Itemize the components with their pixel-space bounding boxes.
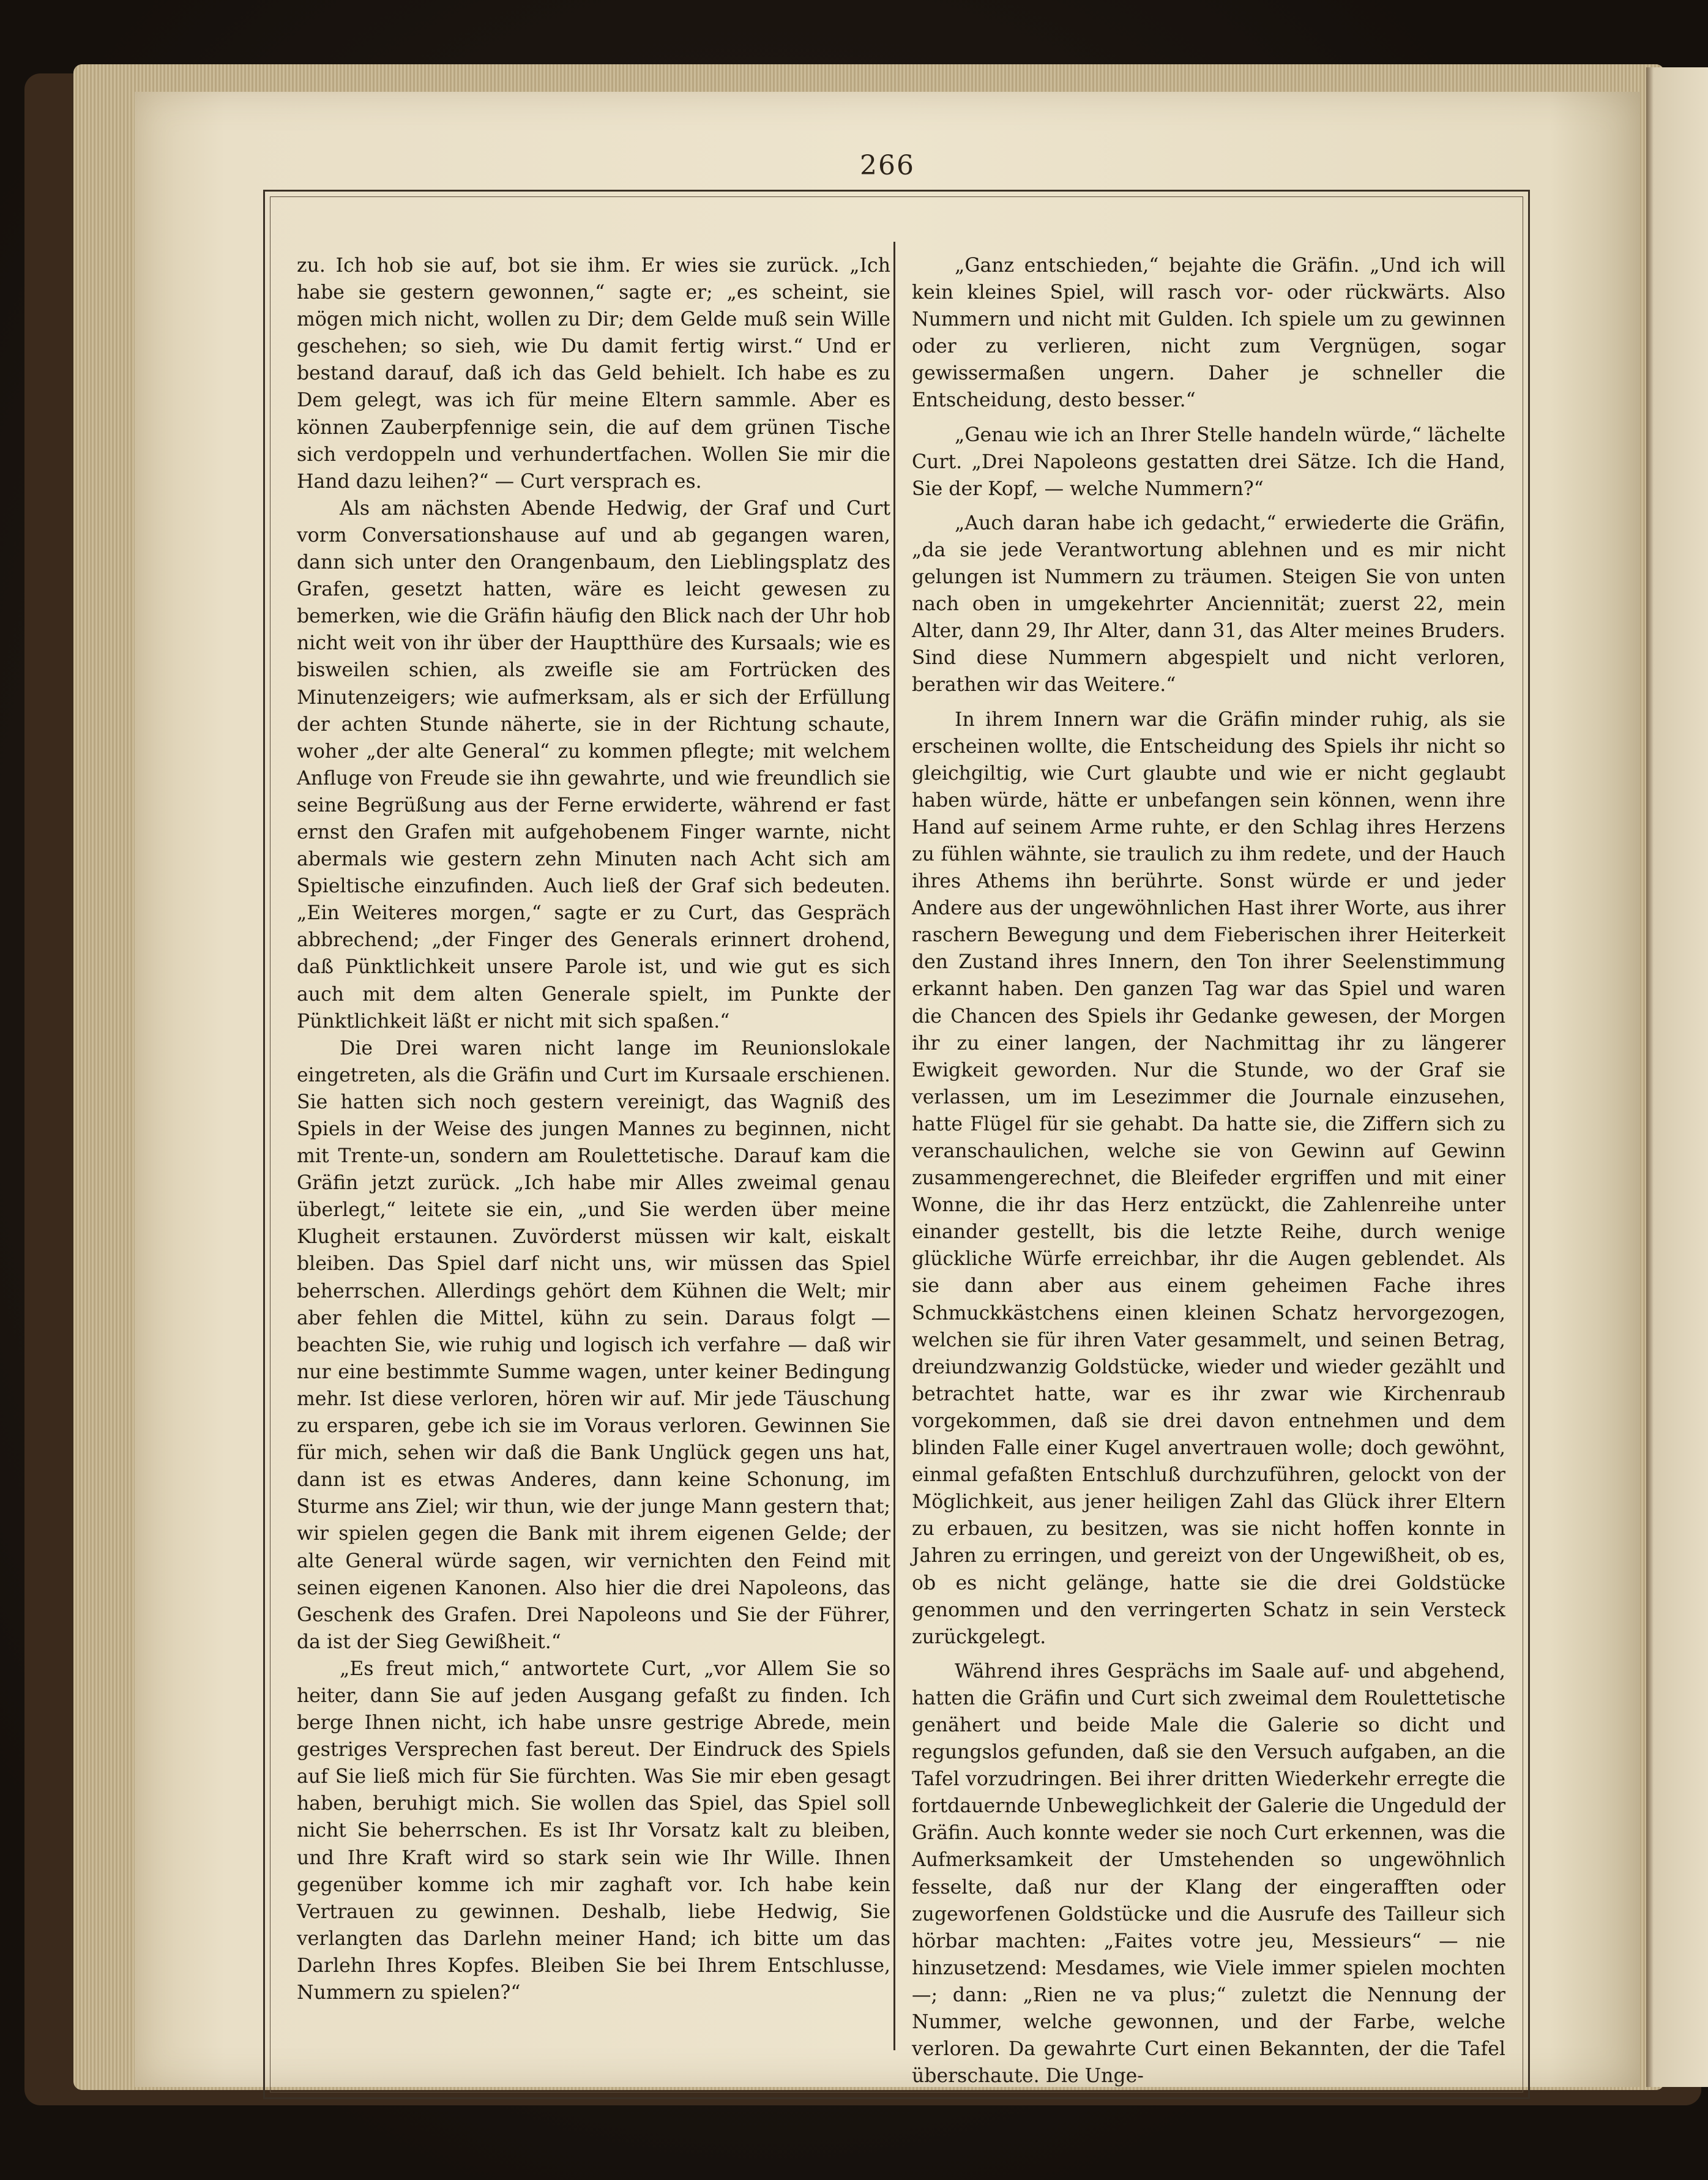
paragraph: Die Drei waren nicht lange im Reunionslokale eingetreten, als die Gräfin und Curt im Kursaale erschienen. Sie hatten sich noch gestern vereinigt, das Wagniß des Spiels in der Weise des jungen Mannes zu beginnen, nicht mit Trente-un, sondern am Roulettetische. Darauf kam die Gräfin jetzt zurück. „Ich habe mir Alles zweimal genau überlegt,“ leitete sie ein, „und Sie werden über meine Klugheit erstaunen. Zuvörderst müssen wir kalt, eiskalt bleiben. Das Spiel darf nicht uns, wir müssen das Spiel beherrschen. Allerdings gehört dem Kühnen die Welt; mir aber fehlen die Mittel, kühn zu sein. Daraus folgt — beachten Sie, wie ruhig und logisch ich verfahre — daß wir nur eine bestimmte Summe wagen, unter keiner Bedingung mehr. Ist diese verloren, hören wir auf. Mir jede Täuschung zu ersparen, gebe ich sie im Voraus verloren. Gewinnen Sie für mich, sehen wir daß die Bank Unglück gegen uns hat, dann ist es etwas Anderes, dann keine Schonung, im Sturme ans Ziel; wir thun, wie der junge Mann gestern that; wir spielen gegen die Bank mit ihrem eigenen Gelde; der alte General würde sagen, wir vernichten den Feind mit seinen eigenen Kanonen. Also hier die drei Napoleons, das Geschenk des Grafen. Drei Napoleons und Sie der Führer, da ist der Sieg Gewißheit.“ [297, 1037, 890, 1653]
paragraph: zu. Ich hob sie auf, bot sie ihm. Er wies sie zurück. „Ich habe sie gestern gewonnen,“ sagte er; „es scheint, sie mögen mich nicht, wollen zu Dir; dem Gelde muß sein Wille geschehen; so sieh, wie Du damit fertig wirst.“ Und er bestand darauf, daß ich das Geld behielt. Ich habe es zu Dem gelegt, was ich für meine Eltern sammle. Aber es können Zauberpfennige sein, die auf dem grünen Tische sich verdoppeln und verhundertfachen. Wollen Sie mir die Hand dazu leihen?“ — Curt versprach es. [297, 255, 890, 493]
paragraph: „Auch daran habe ich gedacht,“ erwiederte die Gräfin, „da sie jede Verantwortung ablehnen und es mir nicht gelungen ist Nummern zu träumen. Steigen Sie von unten nach oben in umgekehrter Anciennität; zuerst 22, mein Alter, dann 29, Ihr Alter, dann 31, das Alter meines Bruders. Sind diese Nummern abgespielt und nicht verloren, berathen wir das Weitere.“ [912, 512, 1505, 696]
column-divider [893, 242, 895, 2050]
left-column [297, 252, 890, 2058]
paragraph: Während ihres Gesprächs im Saale auf- und abgehend, hatten die Gräfin und Curt sich zweimal dem Roulettetische genähert und beide Male die Galerie so dicht und regungslos gefunden, daß sie den Versuch aufgaben, an die Tafel vorzudringen. Bei ihrer dritten Wiederkehr erregte die fortdauernde Unbeweglichkeit der Galerie die Ungeduld der Gräfin. Auch konnte weder sie noch Curt erkennen, was die Aufmerksamkeit der Umstehenden so ungewöhnlich fesselte, daß nur der Klang der eingerafften oder zugeworfenen Goldstücke und die Ausrufe des Tailleur sich hörbar machten: „Faites votre jeu, Messieurs“ — nie hinzusetzend: Mesdames, wie Viele immer spielen mochten —; dann: „Rien ne va plus;“ zuletzt die Nennung der Nummer, welche gewonnen, und der Farbe, welche verloren. Da gewahrte Curt einen Bekannten, der die Tafel überschaute. Die Unge- [912, 1660, 1505, 2088]
paragraph: In ihrem Innern war die Gräfin minder ruhig, als sie erscheinen wollte, die Entscheidung des Spiels ihr nicht so gleichgiltig, wie Curt glaubte und wie er nicht geglaubt haben würde, hätte er unbefangen sein können, wenn ihre Hand auf seinem Arme ruhte, er den Schlag ihres Herzens zu fühlen wähnte, sie traulich zu ihm redete, und der Hauch ihres Athems ihn berührte. Sonst würde er und jeder Andere aus der ungewöhnlichen Hast ihrer Worte, aus ihrer raschern Bewegung und dem Fieberischen ihrer Heiterkeit den Zustand ihres Innern, den Ton ihrer Seelenstimmung erkannt haben. Den ganzen Tag war das Spiel und waren die Chancen des Spiels ihr Gedanke gewesen, der Morgen ihr zu einer langen, der Nachmittag ihr zu längerer Ewigkeit geworden. Nur die Stunde, wo der Graf sie verlassen, um im Lesezimmer die Journale einzusehen, hatte Flügel für sie gehabt. Da hatte sie, die Ziffern sich zu veranschaulichen, welche sie von Gewinn auf Gewinn zusammengerechnet, die Bleifeder ergriffen und mit einer Wonne, die ihr das Herz entzückt, die Zahlenreihe unter einander gestellt, bis die letzte Reihe, durch wenige glückliche Würfe erreichbar, ihr die Augen geblendet. Als sie dann aber aus einem geheimen Fache ihres Schmuckkästchens einen kleinen Schatz hervorgezogen, welchen sie für ihren Vater gesammelt, und seinen Betrag, dreiundzwanzig Goldstücke, wieder und wieder gezählt und betrachtet hatte, war es ihr zwar wie Kirchenraub vorgekommen, daß sie drei davon entnehmen und dem blinden Falle einer Kugel anvertrauen wolle; doch gewöhnt, einmal gefaßten Entschluß durchzuführen, gelockt von der Möglichkeit, aus jener heiligen Zahl das Glück ihrer Eltern zu erbauen, zu besitzen, was sie nicht hoffen konnte in Jahren zu erringen, und gereizt von der Ungewißheit, ob es, ob es nicht gelänge, hatte sie die drei Goldstücke genommen und den verringerten Schatz in sein Versteck zurückgelegt. [912, 708, 1505, 1648]
paragraph: „Ganz entschieden,“ bejahte die Gräfin. „Und ich will kein kleines Spiel, will rasch vor- oder rückwärts. Also Nummern und nicht mit Gulden. Ich spiele um zu gewinnen oder zu verlieren, nicht zum Vergnügen, sogar gewissermaßen ungern. Daher je schneller die Entscheidung, desto besser.“ [912, 255, 1505, 412]
paragraph: „Genau wie ich an Ihrer Stelle handeln würde,“ lächelte Curt. „Drei Napoleons gestatten drei Sätze. Ich die Hand, Sie der Kopf, — welche Nummern?“ [912, 424, 1505, 500]
paragraph: „Es freut mich,“ antwortete Curt, „vor Allem Sie so heiter, dann Sie auf jeden Ausgang gefaßt zu finden. Ich berge Ihnen nicht, ich habe unsre gestrige Abrede, mein gestriges Versprechen fast bereut. Der Eindruck des Spiels auf Sie ließ mich für Sie fürchten. Was Sie mir eben gesagt haben, beruhigt mich. Sie wollen das Spiel, das Spiel soll nicht Sie beherrschen. Es ist Ihr Vorsatz kalt zu bleiben, und Ihre Kraft wird so stark sein wie Ihr Wille. Ihnen gegenüber komme ich mir zaghaft vor. Ich habe kein Vertrauen zu gewinnen. Deshalb, liebe Hedwig, Sie verlangten das Darlehn meiner Hand; ich bitte um das Darlehn Ihres Kopfes. Bleiben Sie bei Ihrem Entschlusse, Nummern zu spielen?“ [297, 1657, 890, 2004]
right-column [912, 252, 1505, 2088]
page-number: 266 [860, 150, 915, 181]
facing-page-edge [1646, 67, 1708, 2087]
paragraph: Als am nächsten Abende Hedwig, der Graf und Curt vorm Conversationshause auf und ab gegangen waren, dann sich unter den Orangenbaum, den Lieblingsplatz des Grafen, gesetzt hatten, wäre es leicht gewesen zu bemerken, wie die Gräfin häufig den Blick nach der Uhr hob nicht weit von ihr über der Hauptthüre des Kursaals; wie es bisweilen schien, als zweifle sie am Fortrücken des Minutenzeigers; wie aufmerksam, als er sich der Erfüllung der achten Stunde näherte, sie in der Richtung schaute, woher „der alte General“ zu kommen pflegte; mit welchem Anfluge von Freude sie ihn gewahrte, und wie freundlich sie seine Begrüßung aus der Ferne erwiderte, während er fast ernst den Grafen mit aufgehobenem Finger warnte, nicht abermals wie gestern zehn Minuten nach Acht sich am Spieltische einzufinden. Auch ließ der Graf sich bedeuten. „Ein Weiteres morgen,“ sagte er zu Curt, das Gespräch abbrechend; „der Finger des Generals erinnert drohend, daß Pünktlichkeit unsere Parole ist, und wie gut es sich auch mit dem alten Generale spielt, im Punkte der Pünktlichkeit läßt er nicht mit sich spaßen.“ [297, 497, 890, 1032]
book-page [135, 92, 1640, 2087]
